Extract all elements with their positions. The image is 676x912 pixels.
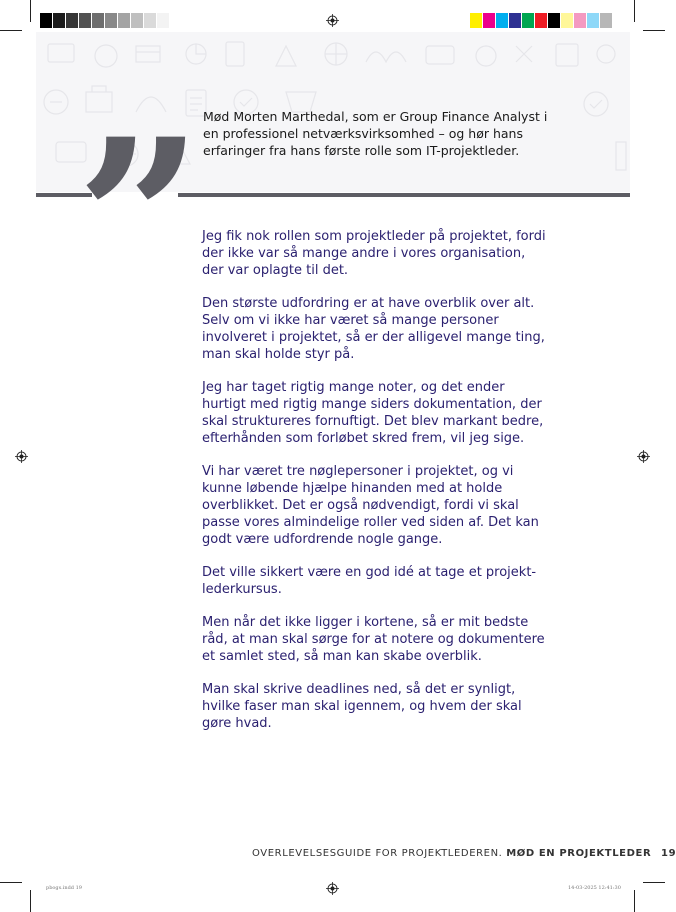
color-swatch xyxy=(600,13,613,28)
process-color-bar xyxy=(470,13,613,28)
quote-paragraph: Vi har været tre nøglepersoner i projektet, og vi kunne løbende hjælpe hinanden med at holde overblikket. Det er også nødvendigt, fordi vi skal passe vores almindelige roller ved siden af. Det kan godt være udfordrende nogle gange. xyxy=(202,464,539,547)
crop-mark xyxy=(30,890,31,912)
quote-paragraph: Det ville sikkert være en god idé at tage et projekt-lederkursus. xyxy=(202,565,537,597)
color-swatch xyxy=(79,13,92,28)
registration-mark-icon xyxy=(326,882,339,895)
color-swatch xyxy=(496,13,509,28)
color-swatch xyxy=(92,13,105,28)
color-swatch xyxy=(483,13,496,28)
color-swatch xyxy=(587,13,600,28)
color-swatch xyxy=(561,13,574,28)
color-swatch xyxy=(522,13,535,28)
quote-paragraph: Den største udfordring er at have overblik over alt. Selv om vi ikke har været så mange personer involveret i projektet, så er der alligevel mange ting, man skal holde styr på. xyxy=(202,296,545,362)
registration-mark-icon xyxy=(15,450,28,463)
divider-rule-right xyxy=(178,193,630,197)
print-slug-file: pbogs.indd 19 xyxy=(46,885,82,891)
crop-mark xyxy=(634,0,635,22)
intro-text: Mød Morten Marthedal, som er Group Finance Analyst i en professionel netværksvirksomhed – og hør hans erfaringer fra hans første rolle som IT-projektleder. xyxy=(203,109,548,158)
quote-paragraph: Men når det ikke ligger i kortene, så er mit bedste råd, at man skal sørge for at notere og dokumentere et samlet sted, så man kan skabe overblik. xyxy=(202,615,545,664)
color-swatch xyxy=(40,13,53,28)
quote-body xyxy=(202,228,547,748)
color-swatch xyxy=(535,13,548,28)
crop-mark xyxy=(0,30,22,31)
color-swatch xyxy=(105,13,118,28)
crop-mark xyxy=(0,882,22,883)
quote-paragraph: Man skal skrive deadlines ned, så det er synligt, hvilke faser man skal igennem, og hvem der skal gøre hvad. xyxy=(202,682,522,731)
registration-mark-icon xyxy=(326,14,339,27)
color-swatch xyxy=(509,13,522,28)
crop-mark xyxy=(643,30,665,31)
crop-mark xyxy=(643,882,665,883)
footer-guide-title: OVERLEVELSESGUIDE FOR PROJEKTLEDEREN. xyxy=(252,848,503,859)
color-swatch xyxy=(131,13,144,28)
crop-mark xyxy=(30,0,31,22)
print-slug-datetime: 14-03-2025 12:41:30 xyxy=(568,885,621,891)
color-swatch xyxy=(118,13,131,28)
page-footer xyxy=(252,848,676,859)
color-swatch xyxy=(66,13,79,28)
color-swatch xyxy=(548,13,561,28)
grayscale-color-bar xyxy=(40,13,170,28)
page-number: 19 xyxy=(661,848,676,859)
quote-paragraph: Jeg har taget rigtig mange noter, og det ender hurtigt med rigtig mange siders dokumentation, der skal struktureres fornuftigt. Det blev markant bedre, efterhånden som forløbet skred frem, vil jeg sige. xyxy=(202,380,544,446)
color-swatch xyxy=(157,13,170,28)
registration-mark-icon xyxy=(637,450,650,463)
crop-mark xyxy=(634,890,635,912)
color-swatch xyxy=(470,13,483,28)
quote-paragraph: Jeg fik nok rollen som projektleder på projektet, fordi der ikke var så mange andre i vores organisation, der var oplagte til det. xyxy=(202,229,546,278)
color-swatch xyxy=(144,13,157,28)
quotation-mark-icon: ” xyxy=(76,90,203,349)
color-swatch xyxy=(574,13,587,28)
footer-section-title: MØD EN PROJEKTLEDER xyxy=(506,848,652,859)
color-swatch xyxy=(53,13,66,28)
